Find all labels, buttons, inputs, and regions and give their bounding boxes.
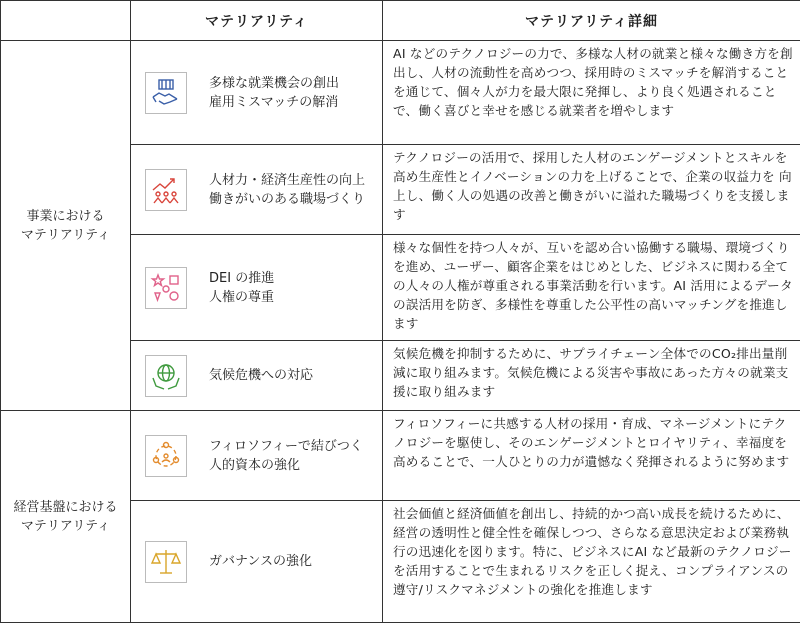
materiality-title: フィロソフィーで結びつく 人的資本の強化 bbox=[209, 437, 363, 475]
materiality-cell bbox=[131, 235, 383, 341]
header-materiality-detail: マテリアリティ詳細 bbox=[383, 1, 800, 41]
materiality-detail: 社会価値と経済価値を創出し、持続的かつ高い成長を続けるために、経営の透明性と健全性を確保しつつ、さらなる意思決定および業務執行の迅速化を図ります。特に、ビジネスにAI など最新のテクノロジーを活用することで生まれるリスクを正しく捉え、コンプライアンスの遵守/リスクマネジメントの強化を推進します bbox=[383, 501, 800, 623]
materiality-detail: テクノロジーの活用で、採用した人材のエンゲージメントとスキルを高め生産性とイノベーションの力を上げることで、企業の収益力を 向上し、働く人の処遇の改善と働きがいに溢れた職場づくりを支援します bbox=[383, 145, 800, 235]
category-business bbox=[1, 41, 131, 411]
materiality-title: 多様な就業機会の創出 雇用ミスマッチの解消 bbox=[209, 74, 339, 112]
materiality-detail: 気候危機を抑制するために、サプライチェーン全体でのCO₂排出量削減に取り組みます。気候危機による災害や事故にあった方々の就業支援に取り組みます bbox=[383, 341, 800, 411]
materiality-title: DEI の推進 人権の尊重 bbox=[209, 269, 274, 307]
materiality-detail: フィロソフィーに共感する人材の採用・育成、マネージメントにテクノロジーを駆使し、そのエンゲージメントとロイヤリティ、幸福度を高めることで、一人ひとりの力が遺憾なく発揮されるように努めます bbox=[383, 411, 800, 501]
materiality-cell bbox=[131, 145, 383, 235]
materiality-detail: AI などのテクノロジーの力で、多様な人材の就業と様々な働き方を創出し、人材の流動性を高めつつ、採用時のミスマッチを解消することを通じて、個々人が力を最大限に発揮し、より良く処遇されることで、働く喜びと幸せを感じる就業者を増やします bbox=[383, 41, 800, 145]
category-management bbox=[1, 411, 131, 623]
materiality-cell bbox=[131, 411, 383, 501]
balance-scale-icon bbox=[145, 541, 187, 583]
materiality-title: 気候危機への対応 bbox=[209, 366, 313, 385]
growth-people-icon bbox=[145, 169, 187, 211]
header-row bbox=[1, 1, 800, 41]
materiality-title: 人材力・経済生産性の向上 働きがいのある職場づくり bbox=[209, 171, 365, 209]
globe-hands-icon bbox=[145, 355, 187, 397]
materiality-cell bbox=[131, 341, 383, 411]
materiality-detail: 様々な個性を持つ人々が、互いを認め合い協働する職場、環境づくりを進め、ユーザー、顧客企業をはじめとした、ビジネスに関わる全ての人々の人権が尊重される事業活動を行います。AI 活用によるデータの誤活用を防ぎ、多様性を尊重した公平性の高いマッチングを推進します bbox=[383, 235, 800, 341]
table-row bbox=[1, 411, 800, 501]
diversity-shapes-icon bbox=[145, 267, 187, 309]
materiality-cell bbox=[131, 501, 383, 623]
table-row bbox=[1, 41, 800, 145]
header-materiality: マテリアリティ bbox=[131, 1, 383, 41]
people-cycle-icon bbox=[145, 435, 187, 477]
materiality-title: ガバナンスの強化 bbox=[209, 552, 312, 571]
materiality-cell bbox=[131, 41, 383, 145]
category-label: 事業における マテリアリティ bbox=[21, 209, 110, 243]
header-empty bbox=[1, 1, 131, 41]
category-label: 経営基盤における マテリアリティ bbox=[13, 500, 117, 534]
handshake-building-icon bbox=[145, 72, 187, 114]
